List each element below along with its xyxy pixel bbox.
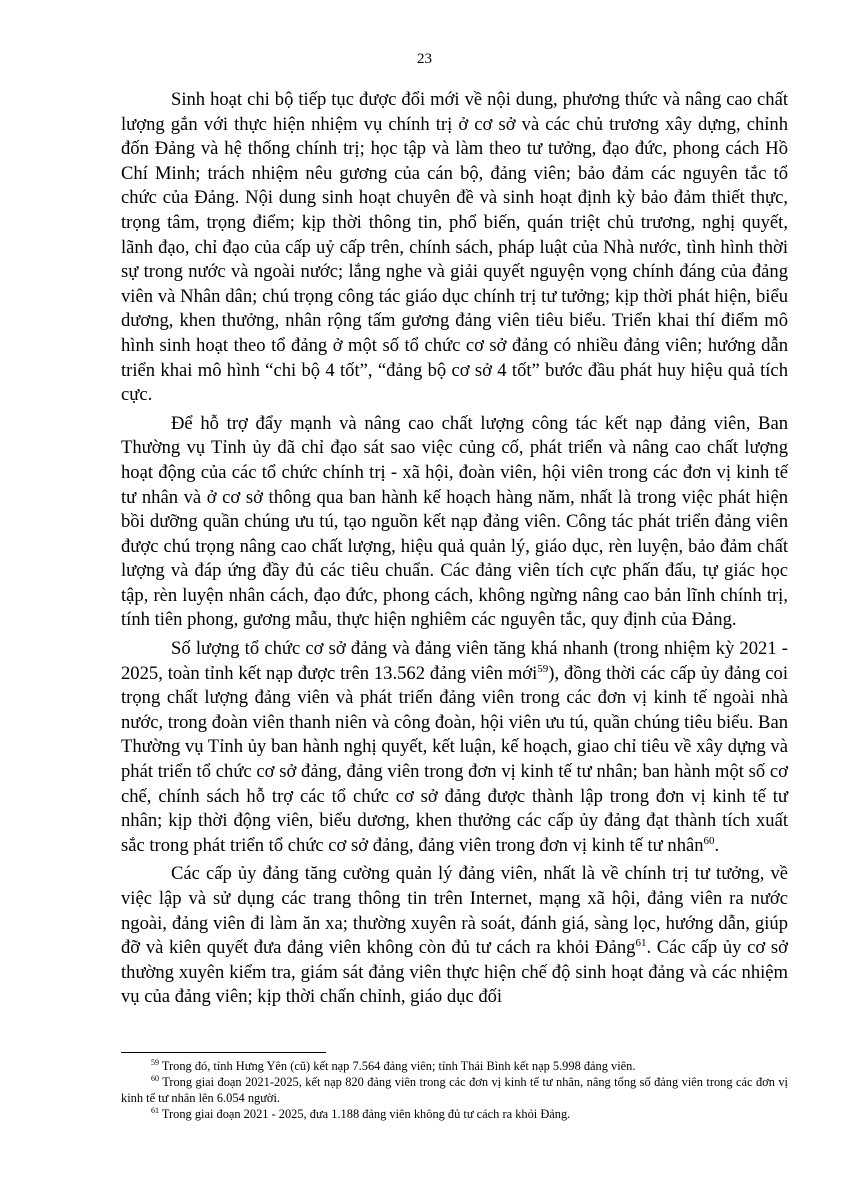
footnote-mark: 61 (151, 1105, 159, 1115)
body-text (121, 88, 788, 1014)
paragraph-member-management (121, 862, 788, 1010)
footnote-61 (121, 1106, 788, 1122)
paragraph-text-part: Các cấp ủy đảng tăng cường quản lý đảng viên, nhất là về chính trị tư tưởng, về việc lập và sử dụng các trang thông tin trên Internet, mạng xã hội, đảng viên ra nước ngoài, đảng viên đi làm ăn xa; thường xuyên rà soát, đánh giá, sàng lọc, hướng dẫn, giúp đỡ và kiên quyết đưa đảng viên không còn đủ tư cách ra khỏi Đảng (121, 863, 788, 959)
paragraph-organization-growth (121, 637, 788, 858)
paragraph-text-part: . (714, 834, 720, 856)
footnote-text: Trong đó, tỉnh Hưng Yên (cũ) kết nạp 7.564 đảng viên; tỉnh Thái Bình kết nạp 5.998 đảng viên. (159, 1059, 636, 1073)
paragraph-text-part: Số lượng tổ chức cơ sở đảng và đảng viên tăng khá nhanh (trong nhiệm kỳ 2021 - 2025, toàn tỉnh kết nạp được trên 13.562 đảng viên mới (121, 638, 788, 684)
paragraph-text-part: ), đồng thời các cấp ủy đảng coi trọng chất lượng đảng viên và phát triển đảng viên trong các đơn vị kinh tế ngoài nhà nước, trong đoàn viên thanh niên và công đoàn, hội viên ưu tú, quần chúng tiêu biểu. Ban Thường vụ Tỉnh ủy ban hành nghị quyết, kết luận, kế hoạch, giao chỉ tiêu về xây dựng và phát triển tổ chức cơ sở đảng, đảng viên trong đơn vị kinh tế tư nhân; ban hành một số cơ chế, chính sách hỗ trợ các tổ chức cơ sở đảng được thành lập trong đơn vị kinh tế tư nhân; kịp thời động viên, biểu dương, khen thưởng các cấp ủy đảng đạt thành tích xuất sắc trong phát triển tổ chức cơ sở đảng, đảng viên trong đơn vị kinh tế tư nhân (121, 662, 788, 856)
footnote-separator (121, 1052, 326, 1053)
paragraph-chi-bo-activities: Sinh hoạt chi bộ tiếp tục được đổi mới về nội dung, phương thức và nâng cao chất lượng gắn với thực hiện nhiệm vụ chính trị ở cơ sở và các chủ trương xây dựng, chỉnh đốn Đảng và hệ thống chính trị; học tập và làm theo tư tưởng, đạo đức, phong cách Hồ Chí Minh; trách nhiệm nêu gương của cán bộ, đảng viên; bảo đảm các nguyên tắc tổ chức của Đảng. Nội dung sinh hoạt chuyên đề và sinh hoạt định kỳ bảo đảm thiết thực, trọng tâm, trọng điểm; kịp thời thông tin, phổ biến, quán triệt chủ trương, nghị quyết, lãnh đạo, chỉ đạo của cấp uỷ cấp trên, chính sách, pháp luật của Nhà nước, tình hình thời sự trong nước và ngoài nước; lắng nghe và giải quyết nguyện vọng chính đáng của đảng viên và Nhân dân; chú trọng công tác giáo dục chính trị tư tưởng; kịp thời phát hiện, biểu dương, khen thưởng, nhân rộng tấm gương đảng viên tiêu biểu. Triển khai thí điểm mô hình sinh hoạt theo tổ đảng ở một số tổ chức cơ sở đảng có nhiều đảng viên; hướng dẫn triển khai mô hình “chi bộ 4 tốt”, “đảng bộ cơ sở 4 tốt” bước đầu phát huy hiệu quả tích cực. (121, 89, 788, 406)
paragraph-text-part: . Các cấp ủy cơ sở thường xuyên kiểm tra, giám sát đảng viên thực hiện chế độ sinh hoạt đảng và các nhiệm vụ của đảng viên; kịp thời chấn chỉnh, giáo dục đối (121, 937, 788, 1008)
footnote-text: Trong giai đoạn 2021 - 2025, đưa 1.188 đảng viên không đủ tư cách ra khỏi Đảng. (159, 1107, 571, 1121)
footnote-reference-59: 59 (537, 662, 549, 675)
footnote-reference-60: 60 (703, 834, 715, 847)
footnote-60 (121, 1074, 788, 1106)
page-number: 23 (417, 51, 432, 67)
footnote-59 (121, 1058, 788, 1074)
footnote-text: Trong giai đoạn 2021-2025, kết nạp 820 đảng viên trong các đơn vị kinh tế tư nhân, nâng tổng số đảng viên trong các đơn vị kinh tế tư nhân lên 6.054 người. (121, 1075, 788, 1105)
footnote-reference-61: 61 (635, 937, 647, 949)
footnote-mark: 60 (151, 1073, 159, 1083)
footnote-mark: 59 (151, 1057, 159, 1067)
paragraph-party-admission-support: Để hỗ trợ đẩy mạnh và nâng cao chất lượng công tác kết nạp đảng viên, Ban Thường vụ Tỉnh ủy đã chỉ đạo sát sao việc củng cố, phát triển và nâng cao chất lượng hoạt động của các tổ chức chính trị - xã hội, đoàn viên, hội viên trong các đơn vị kinh tế tư nhân và ở cơ sở thông qua ban hành kế hoạch hàng năm, nhất là trong việc phát hiện bồi dưỡng quần chúng ưu tú, tạo nguồn kết nạp đảng viên. Công tác phát triển đảng viên được chú trọng nâng cao chất lượng, hiệu quả quản lý, giáo dục, rèn luyện, bảo đảm chất lượng và đáp ứng đầy đủ các tiêu chuẩn. Các đảng viên tích cực phấn đấu, tự giác học tập, rèn luyện nhân cách, đạo đức, phong cách, không ngừng nâng cao bản lĩnh chính trị, tính tiên phong, gương mẫu, thực hiện nghiêm các nguyên tắc, quy định của Đảng. (121, 412, 788, 631)
footnotes (121, 1058, 788, 1122)
